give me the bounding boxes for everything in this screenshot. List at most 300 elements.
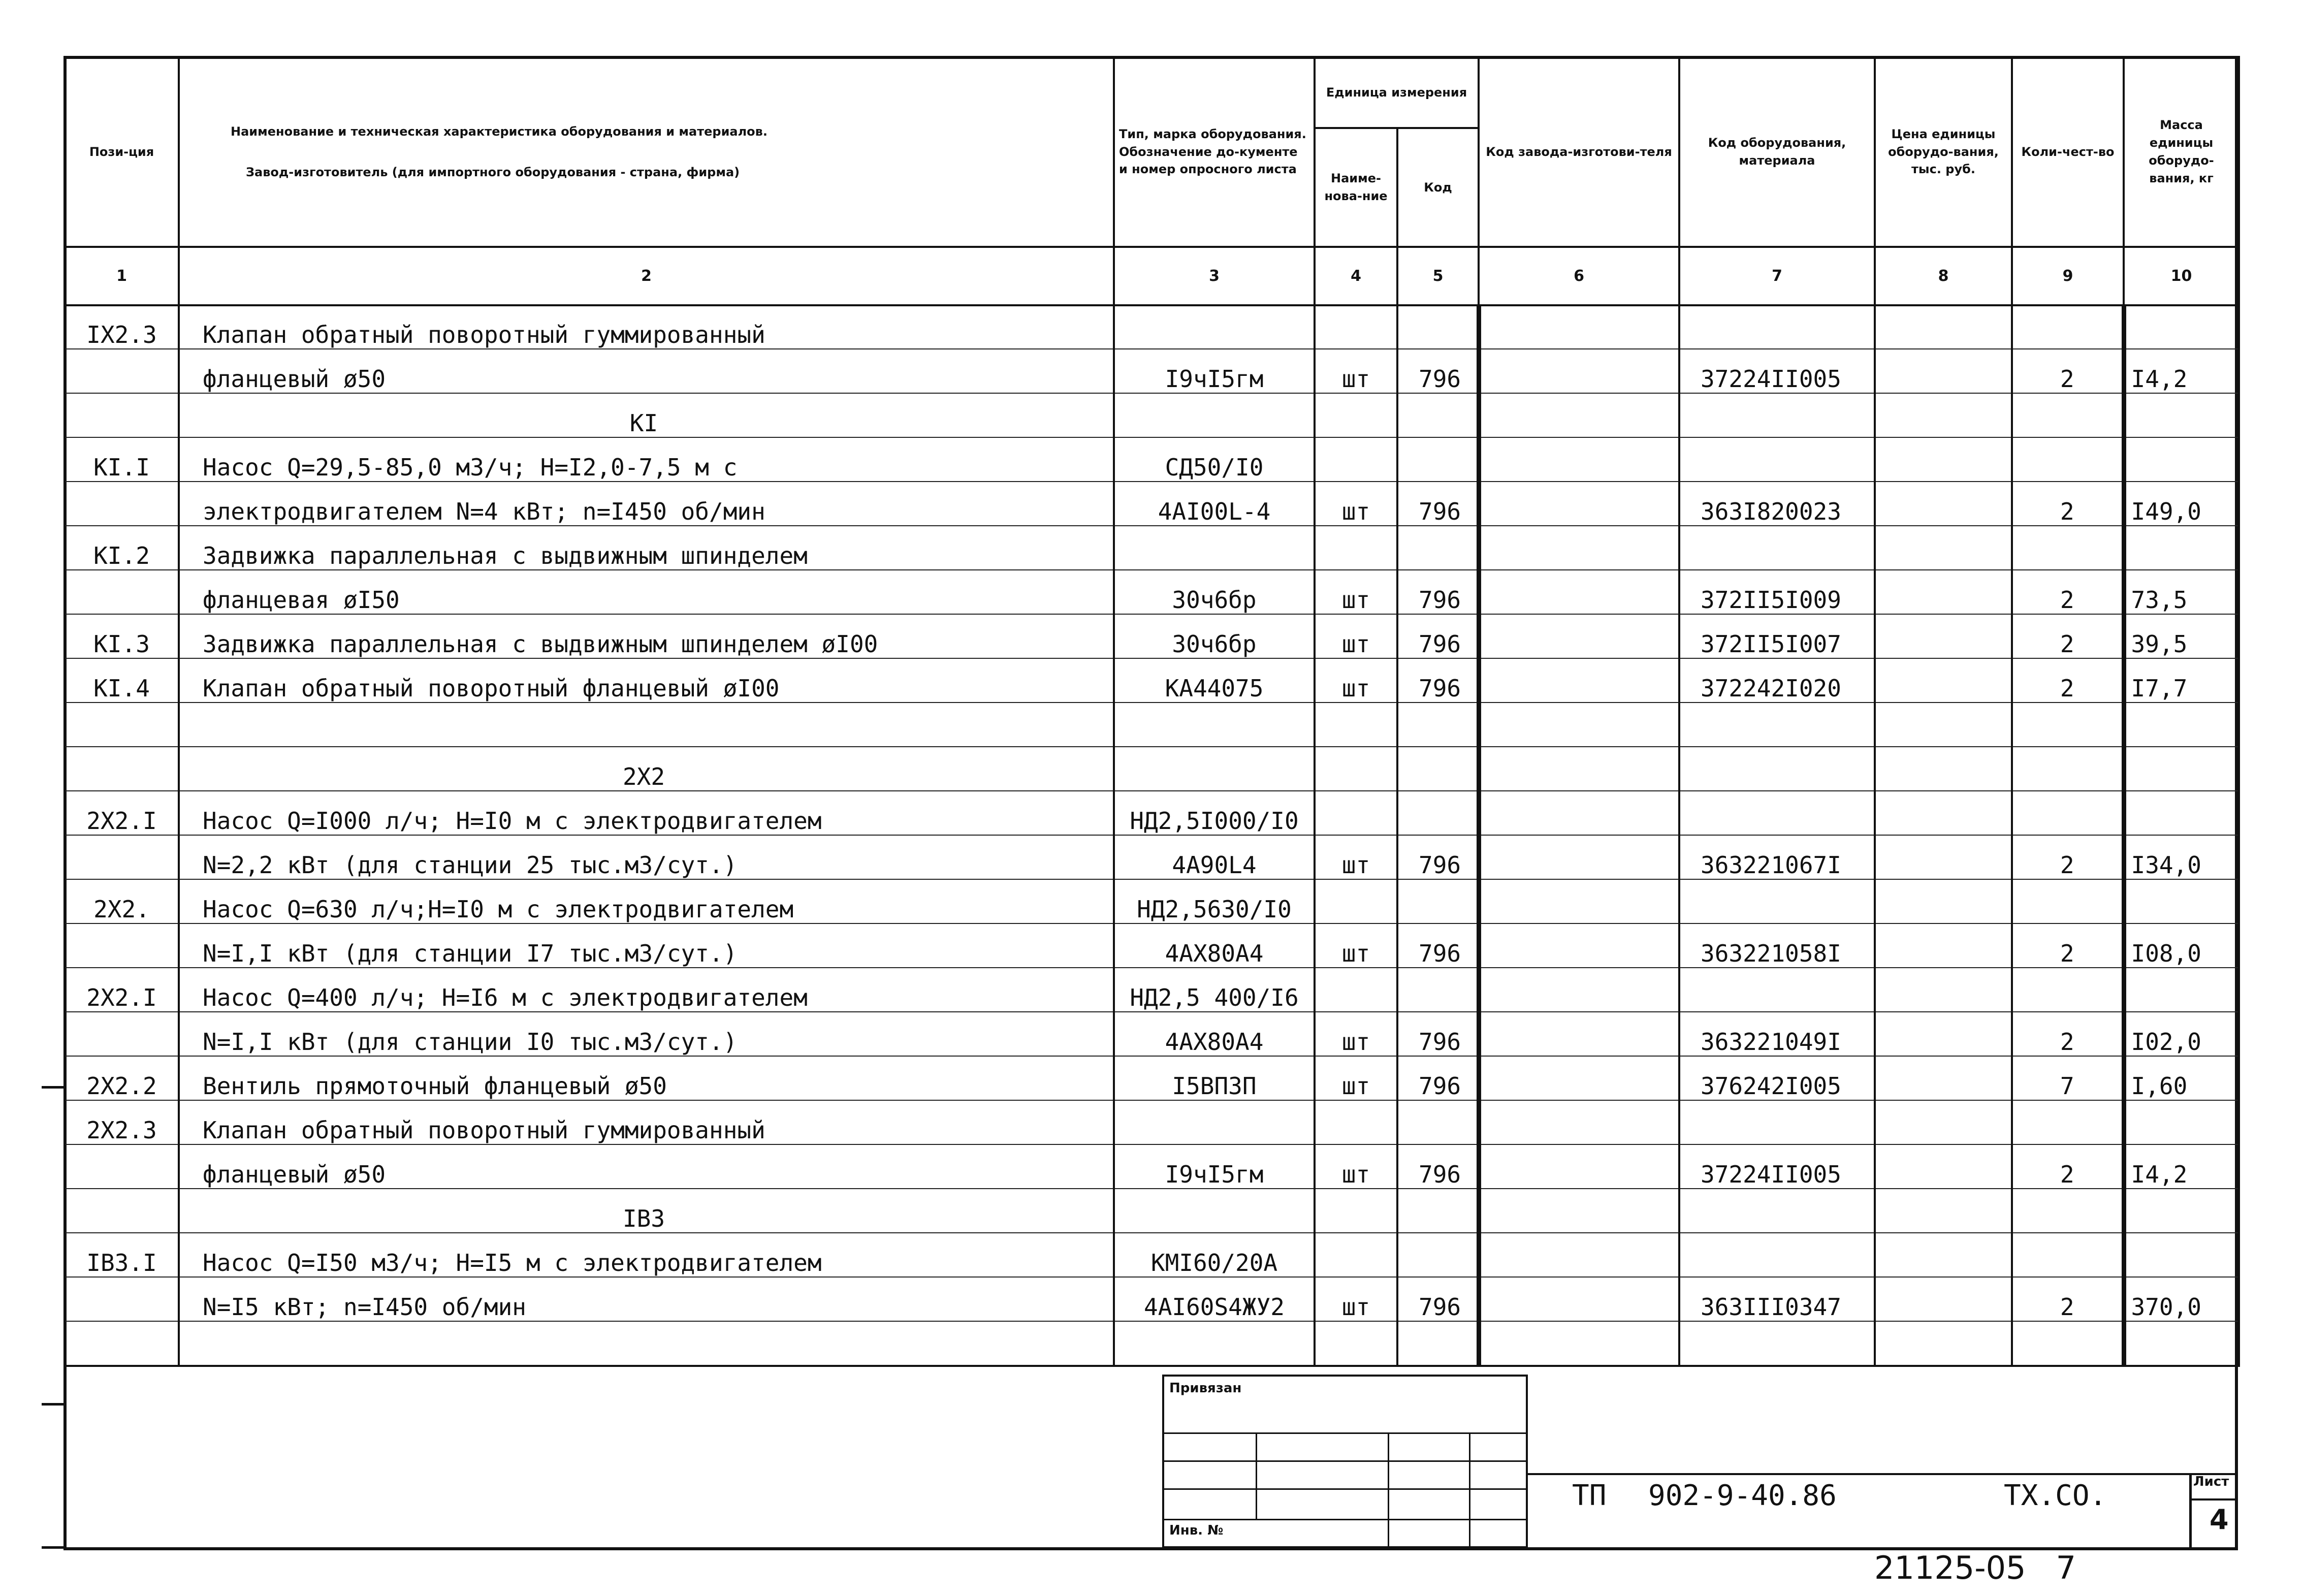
table-row [65,658,2239,703]
row-mass [2124,1233,2239,1277]
row-type: КМI60/20А [1114,1233,1315,1277]
column-number: 10 [2124,247,2239,305]
column-number: 4 [1315,247,1397,305]
header-name-line1: Наименование и техническая характеристика оборудования и материалов. [231,124,767,139]
row-unit-code: 796 [1397,570,1479,614]
row-name: Вентиль прямоточный фланцевый ø50 [179,1056,1114,1100]
row-name: Насос Q=I000 л/ч; Н=I0 м с электродвигателем [179,791,1114,835]
row-equipment-code [1679,437,1875,482]
row-equipment-code [1679,1100,1875,1144]
row-unit [1315,1189,1397,1233]
row-mass: I08,0 [2124,923,2239,968]
row-factory-code [1479,1056,1679,1100]
row-type: 30ч6бр [1114,570,1315,614]
header-unit-code: Код [1397,128,1479,247]
row-name: Задвижка параллельная с выдвижным шпинделем øI00 [179,614,1114,658]
row-unit-code: 796 [1397,482,1479,526]
row-quantity [2012,747,2124,791]
specification-header [63,56,2240,306]
row-quantity: 2 [2012,658,2124,703]
row-unit [1315,968,1397,1012]
row-position [65,1012,179,1056]
row-name: 2X2 [179,747,1114,791]
row-price [1875,1277,2012,1321]
header-unit-name: Наиме-нова-ние [1315,128,1397,247]
row-factory-code [1479,968,1679,1012]
row-position: 2X2.2 [65,1056,179,1100]
row-quantity [2012,703,2124,747]
row-type [1114,1321,1315,1366]
row-position [65,747,179,791]
header-quantity: Коли-чест-во [2012,57,2124,247]
row-position [65,1321,179,1366]
row-price [1875,393,2012,437]
column-number: 1 [65,247,179,305]
specification-table [63,305,2240,1367]
row-price [1875,482,2012,526]
header-position: Пози-ция [65,57,179,247]
doc-prefix: ТП [1572,1479,1607,1512]
margin-tick [42,1403,65,1406]
row-unit-code: 796 [1397,1277,1479,1321]
row-type: I9чI5гм [1114,1144,1315,1189]
table-row [65,923,2239,968]
row-price [1875,305,2012,349]
row-factory-code [1479,1189,1679,1233]
row-factory-code [1479,923,1679,968]
row-position [65,923,179,968]
row-name: N=I,I кВт (для станции I7 тыс.м3/сут.) [179,923,1114,968]
row-position: KI.3 [65,614,179,658]
row-quantity: 2 [2012,570,2124,614]
row-quantity: 2 [2012,349,2124,393]
row-unit [1315,393,1397,437]
row-unit-code [1397,1321,1479,1366]
column-number: 7 [1679,247,1875,305]
row-name: KI [179,393,1114,437]
stamp-divider [1388,1432,1389,1548]
header-name-line2: Завод-изготовитель (для импортного оборудования - страна, фирма) [246,165,740,179]
row-unit-code: 796 [1397,923,1479,968]
margin-tick [42,1546,65,1549]
row-mass [2124,879,2239,923]
row-mass: 73,5 [2124,570,2239,614]
row-factory-code [1479,658,1679,703]
row-unit [1315,1321,1397,1366]
row-name: Насос Q=29,5-85,0 м3/ч; Н=I2,0-7,5 м с [179,437,1114,482]
row-price [1875,1321,2012,1366]
row-name: Клапан обратный поворотный фланцевый øI00 [179,658,1114,703]
row-name: Клапан обратный поворотный гуммированный [179,305,1114,349]
row-price [1875,835,2012,879]
row-unit-code: 796 [1397,658,1479,703]
row-price [1875,1012,2012,1056]
column-number: 8 [1875,247,2012,305]
table-row [65,791,2239,835]
row-unit-code [1397,1233,1479,1277]
row-factory-code [1479,526,1679,570]
row-factory-code [1479,393,1679,437]
row-unit-code [1397,791,1479,835]
row-position: 2X2.3 [65,1100,179,1144]
row-type: НД2,5 400/I6 [1114,968,1315,1012]
row-equipment-code [1679,791,1875,835]
stamp-divider [1164,1519,1526,1520]
row-type: 4AX80A4 [1114,923,1315,968]
row-unit-code [1397,703,1479,747]
row-unit-code [1397,305,1479,349]
row-mass [2124,703,2239,747]
row-equipment-code [1679,747,1875,791]
row-name: Клапан обратный поворотный гуммированный [179,1100,1114,1144]
row-equipment-code: 372II5I007 [1679,614,1875,658]
row-mass [2124,747,2239,791]
table-row [65,1321,2239,1366]
header-factory-code: Код завода-изготови-теля [1479,57,1679,247]
sheet-label: Лист [2193,1474,2229,1489]
row-quantity [2012,1321,2124,1366]
row-position: 2X2. [65,879,179,923]
row-position: KI.I [65,437,179,482]
row-equipment-code: 363III0347 [1679,1277,1875,1321]
row-name: электродвигателем N=4 кВт; n=I450 об/мин [179,482,1114,526]
header-type: Тип, марка оборудования. Обозначение до-кументе и номер опросного листа [1114,57,1315,247]
row-unit-code [1397,879,1479,923]
row-quantity [2012,305,2124,349]
row-price [1875,614,2012,658]
row-price [1875,1100,2012,1144]
row-quantity [2012,879,2124,923]
row-factory-code [1479,614,1679,658]
row-position [65,1277,179,1321]
header-name [179,57,1114,247]
row-name: Насос Q=I50 м3/ч; Н=I5 м с электродвигателем [179,1233,1114,1277]
stamp-divider [1469,1432,1470,1548]
row-price [1875,703,2012,747]
table-row [65,1100,2239,1144]
table-row [65,570,2239,614]
row-quantity: 2 [2012,835,2124,879]
row-quantity [2012,526,2124,570]
header-price: Цена единицы оборудо-вания, тыс. руб. [1875,57,2012,247]
row-quantity: 2 [2012,1277,2124,1321]
row-position [65,1189,179,1233]
row-quantity: 2 [2012,923,2124,968]
row-quantity: 7 [2012,1056,2124,1100]
row-factory-code [1479,1144,1679,1189]
column-number: 5 [1397,247,1479,305]
row-type: 4AI00L-4 [1114,482,1315,526]
row-factory-code [1479,482,1679,526]
row-mass: I,60 [2124,1056,2239,1100]
stamp-inv-label: Инв. № [1169,1523,1224,1538]
row-unit-code [1397,1100,1479,1144]
row-type: 30ч6бр [1114,614,1315,658]
row-unit-code [1397,747,1479,791]
row-quantity [2012,1100,2124,1144]
row-quantity [2012,1233,2124,1277]
row-factory-code [1479,1277,1679,1321]
table-row [65,968,2239,1012]
row-mass: 39,5 [2124,614,2239,658]
header-mass: Масса единицы оборудо-вания, кг [2124,57,2239,247]
row-name: N=2,2 кВт (для станции 25 тыс.м3/сут.) [179,835,1114,879]
row-position: IX2.3 [65,305,179,349]
table-row [65,526,2239,570]
row-mass [2124,968,2239,1012]
row-equipment-code [1679,1321,1875,1366]
row-equipment-code: 363I820023 [1679,482,1875,526]
row-quantity [2012,1189,2124,1233]
row-factory-code [1479,349,1679,393]
row-type [1114,1100,1315,1144]
table-row [65,437,2239,482]
row-type: 4AX80A4 [1114,1012,1315,1056]
row-unit [1315,703,1397,747]
row-unit: шт [1315,1144,1397,1189]
table-row [65,879,2239,923]
row-factory-code [1479,570,1679,614]
row-mass: I02,0 [2124,1012,2239,1056]
specification-rows [65,305,2239,1366]
row-unit [1315,437,1397,482]
row-name [179,703,1114,747]
row-name: N=I5 кВт; n=I450 об/мин [179,1277,1114,1321]
row-type: КА44075 [1114,658,1315,703]
row-factory-code [1479,1012,1679,1056]
row-type [1114,703,1315,747]
row-position: 2X2.I [65,791,179,835]
row-unit-code: 796 [1397,835,1479,879]
stamp-bound-label: Привязан [1169,1381,1242,1396]
margin-tick [42,1086,65,1089]
row-name: IB3 [179,1189,1114,1233]
row-quantity [2012,437,2124,482]
row-type: I9чI5гм [1114,349,1315,393]
row-unit-code [1397,1189,1479,1233]
row-factory-code [1479,305,1679,349]
table-row [65,1056,2239,1100]
row-price [1875,747,2012,791]
row-unit: шт [1315,923,1397,968]
row-type: 4A90L4 [1114,835,1315,879]
row-position [65,393,179,437]
row-unit: шт [1315,1012,1397,1056]
row-unit: шт [1315,658,1397,703]
row-mass [2124,1189,2239,1233]
row-quantity [2012,393,2124,437]
row-unit-code [1397,437,1479,482]
row-price [1875,570,2012,614]
row-mass [2124,526,2239,570]
table-row [65,482,2239,526]
row-type: СД50/I0 [1114,437,1315,482]
table-row [65,1233,2239,1277]
row-position [65,1144,179,1189]
stamp-divider [1164,1432,1526,1434]
row-unit [1315,305,1397,349]
row-position: 2X2.I [65,968,179,1012]
row-type: НД2,5I000/I0 [1114,791,1315,835]
row-price [1875,658,2012,703]
row-unit [1315,879,1397,923]
column-number: 9 [2012,247,2124,305]
row-name: фланцевая øI50 [179,570,1114,614]
row-price [1875,1144,2012,1189]
row-factory-code [1479,747,1679,791]
row-position: KI.2 [65,526,179,570]
sheet-number: 4 [2210,1504,2229,1536]
row-equipment-code [1679,1233,1875,1277]
row-price [1875,968,2012,1012]
row-unit [1315,1233,1397,1277]
row-equipment-code [1679,968,1875,1012]
row-unit [1315,1100,1397,1144]
table-row [65,747,2239,791]
row-type: 4AI60S4ЖУ2 [1114,1277,1315,1321]
table-row [65,349,2239,393]
row-mass [2124,791,2239,835]
row-position [65,570,179,614]
row-factory-code [1479,437,1679,482]
row-unit: шт [1315,835,1397,879]
row-quantity: 2 [2012,1012,2124,1056]
table-row [65,1277,2239,1321]
row-equipment-code: 372II5I009 [1679,570,1875,614]
row-position [65,482,179,526]
row-mass: I49,0 [2124,482,2239,526]
row-quantity: 2 [2012,482,2124,526]
row-name: Задвижка параллельная с выдвижным шпинделем [179,526,1114,570]
row-price [1875,879,2012,923]
row-quantity [2012,968,2124,1012]
row-equipment-code: 363221058I [1679,923,1875,968]
row-type: НД2,5630/I0 [1114,879,1315,923]
row-name: Насос Q=400 л/ч; Н=I6 м с электродвигателем [179,968,1114,1012]
row-equipment-code [1679,526,1875,570]
row-equipment-code: 372242I020 [1679,658,1875,703]
sheet-box-divider [2189,1498,2238,1501]
row-type [1114,1189,1315,1233]
row-unit-code [1397,968,1479,1012]
row-unit-code: 796 [1397,1144,1479,1189]
row-quantity: 2 [2012,1144,2124,1189]
row-factory-code [1479,879,1679,923]
row-type: I5ВП3П [1114,1056,1315,1100]
column-number: 2 [179,247,1114,305]
header-unit-group: Единица измерения [1315,57,1479,128]
row-name [179,1321,1114,1366]
row-unit-code: 796 [1397,349,1479,393]
row-factory-code [1479,791,1679,835]
row-mass: I4,2 [2124,349,2239,393]
row-factory-code [1479,835,1679,879]
row-type [1114,526,1315,570]
row-price [1875,1189,2012,1233]
table-row [65,393,2239,437]
row-mass [2124,1100,2239,1144]
row-mass: I7,7 [2124,658,2239,703]
table-row [65,703,2239,747]
row-type [1114,747,1315,791]
row-position: KI.4 [65,658,179,703]
row-type [1114,393,1315,437]
table-row [65,835,2239,879]
row-unit [1315,747,1397,791]
row-factory-code [1479,703,1679,747]
row-equipment-code: 363221067I [1679,835,1875,879]
row-unit: шт [1315,1277,1397,1321]
stamp-divider [1164,1488,1526,1490]
row-unit [1315,526,1397,570]
stamp-divider [1164,1460,1526,1462]
table-row [65,614,2239,658]
row-equipment-code: 363221049I [1679,1012,1875,1056]
row-unit: шт [1315,482,1397,526]
column-number: 6 [1479,247,1679,305]
row-equipment-code: 376242I005 [1679,1056,1875,1100]
row-name: фланцевый ø50 [179,1144,1114,1189]
row-name: N=I,I кВт (для станции I0 тыс.м3/сут.) [179,1012,1114,1056]
handwritten-number: 21125-05 7 [1874,1549,2076,1586]
row-price [1875,923,2012,968]
row-unit-code [1397,393,1479,437]
row-price [1875,526,2012,570]
row-position [65,349,179,393]
row-equipment-code [1679,305,1875,349]
row-quantity: 2 [2012,614,2124,658]
row-factory-code [1479,1100,1679,1144]
row-price [1875,1233,2012,1277]
row-price [1875,349,2012,393]
row-equipment-code: 37224II005 [1679,1144,1875,1189]
row-mass [2124,305,2239,349]
row-unit: шт [1315,349,1397,393]
row-mass [2124,1321,2239,1366]
header-equipment-code: Код оборудования, материала [1679,57,1875,247]
row-name: Насос Q=630 л/ч;Н=I0 м с электродвигателем [179,879,1114,923]
table-row [65,1144,2239,1189]
row-unit-code: 796 [1397,614,1479,658]
row-unit-code: 796 [1397,1056,1479,1100]
row-price [1875,1056,2012,1100]
row-factory-code [1479,1321,1679,1366]
row-equipment-code: 37224II005 [1679,349,1875,393]
row-equipment-code [1679,703,1875,747]
row-price [1875,437,2012,482]
row-position: IB3.I [65,1233,179,1277]
row-name: фланцевый ø50 [179,349,1114,393]
doc-section: ТХ.СО. [2004,1479,2107,1512]
title-block-top-line [1528,1473,2238,1475]
row-unit [1315,791,1397,835]
row-position [65,835,179,879]
row-price [1875,791,2012,835]
table-row [65,305,2239,349]
row-unit: шт [1315,570,1397,614]
row-equipment-code [1679,1189,1875,1233]
row-factory-code [1479,1233,1679,1277]
doc-code: 902-9-40.86 [1648,1479,1837,1512]
row-mass: 370,0 [2124,1277,2239,1321]
column-number: 3 [1114,247,1315,305]
row-mass: I4,2 [2124,1144,2239,1189]
row-unit: шт [1315,1056,1397,1100]
row-position [65,703,179,747]
row-equipment-code [1679,879,1875,923]
row-unit-code: 796 [1397,1012,1479,1056]
stamp-divider [1256,1432,1257,1519]
